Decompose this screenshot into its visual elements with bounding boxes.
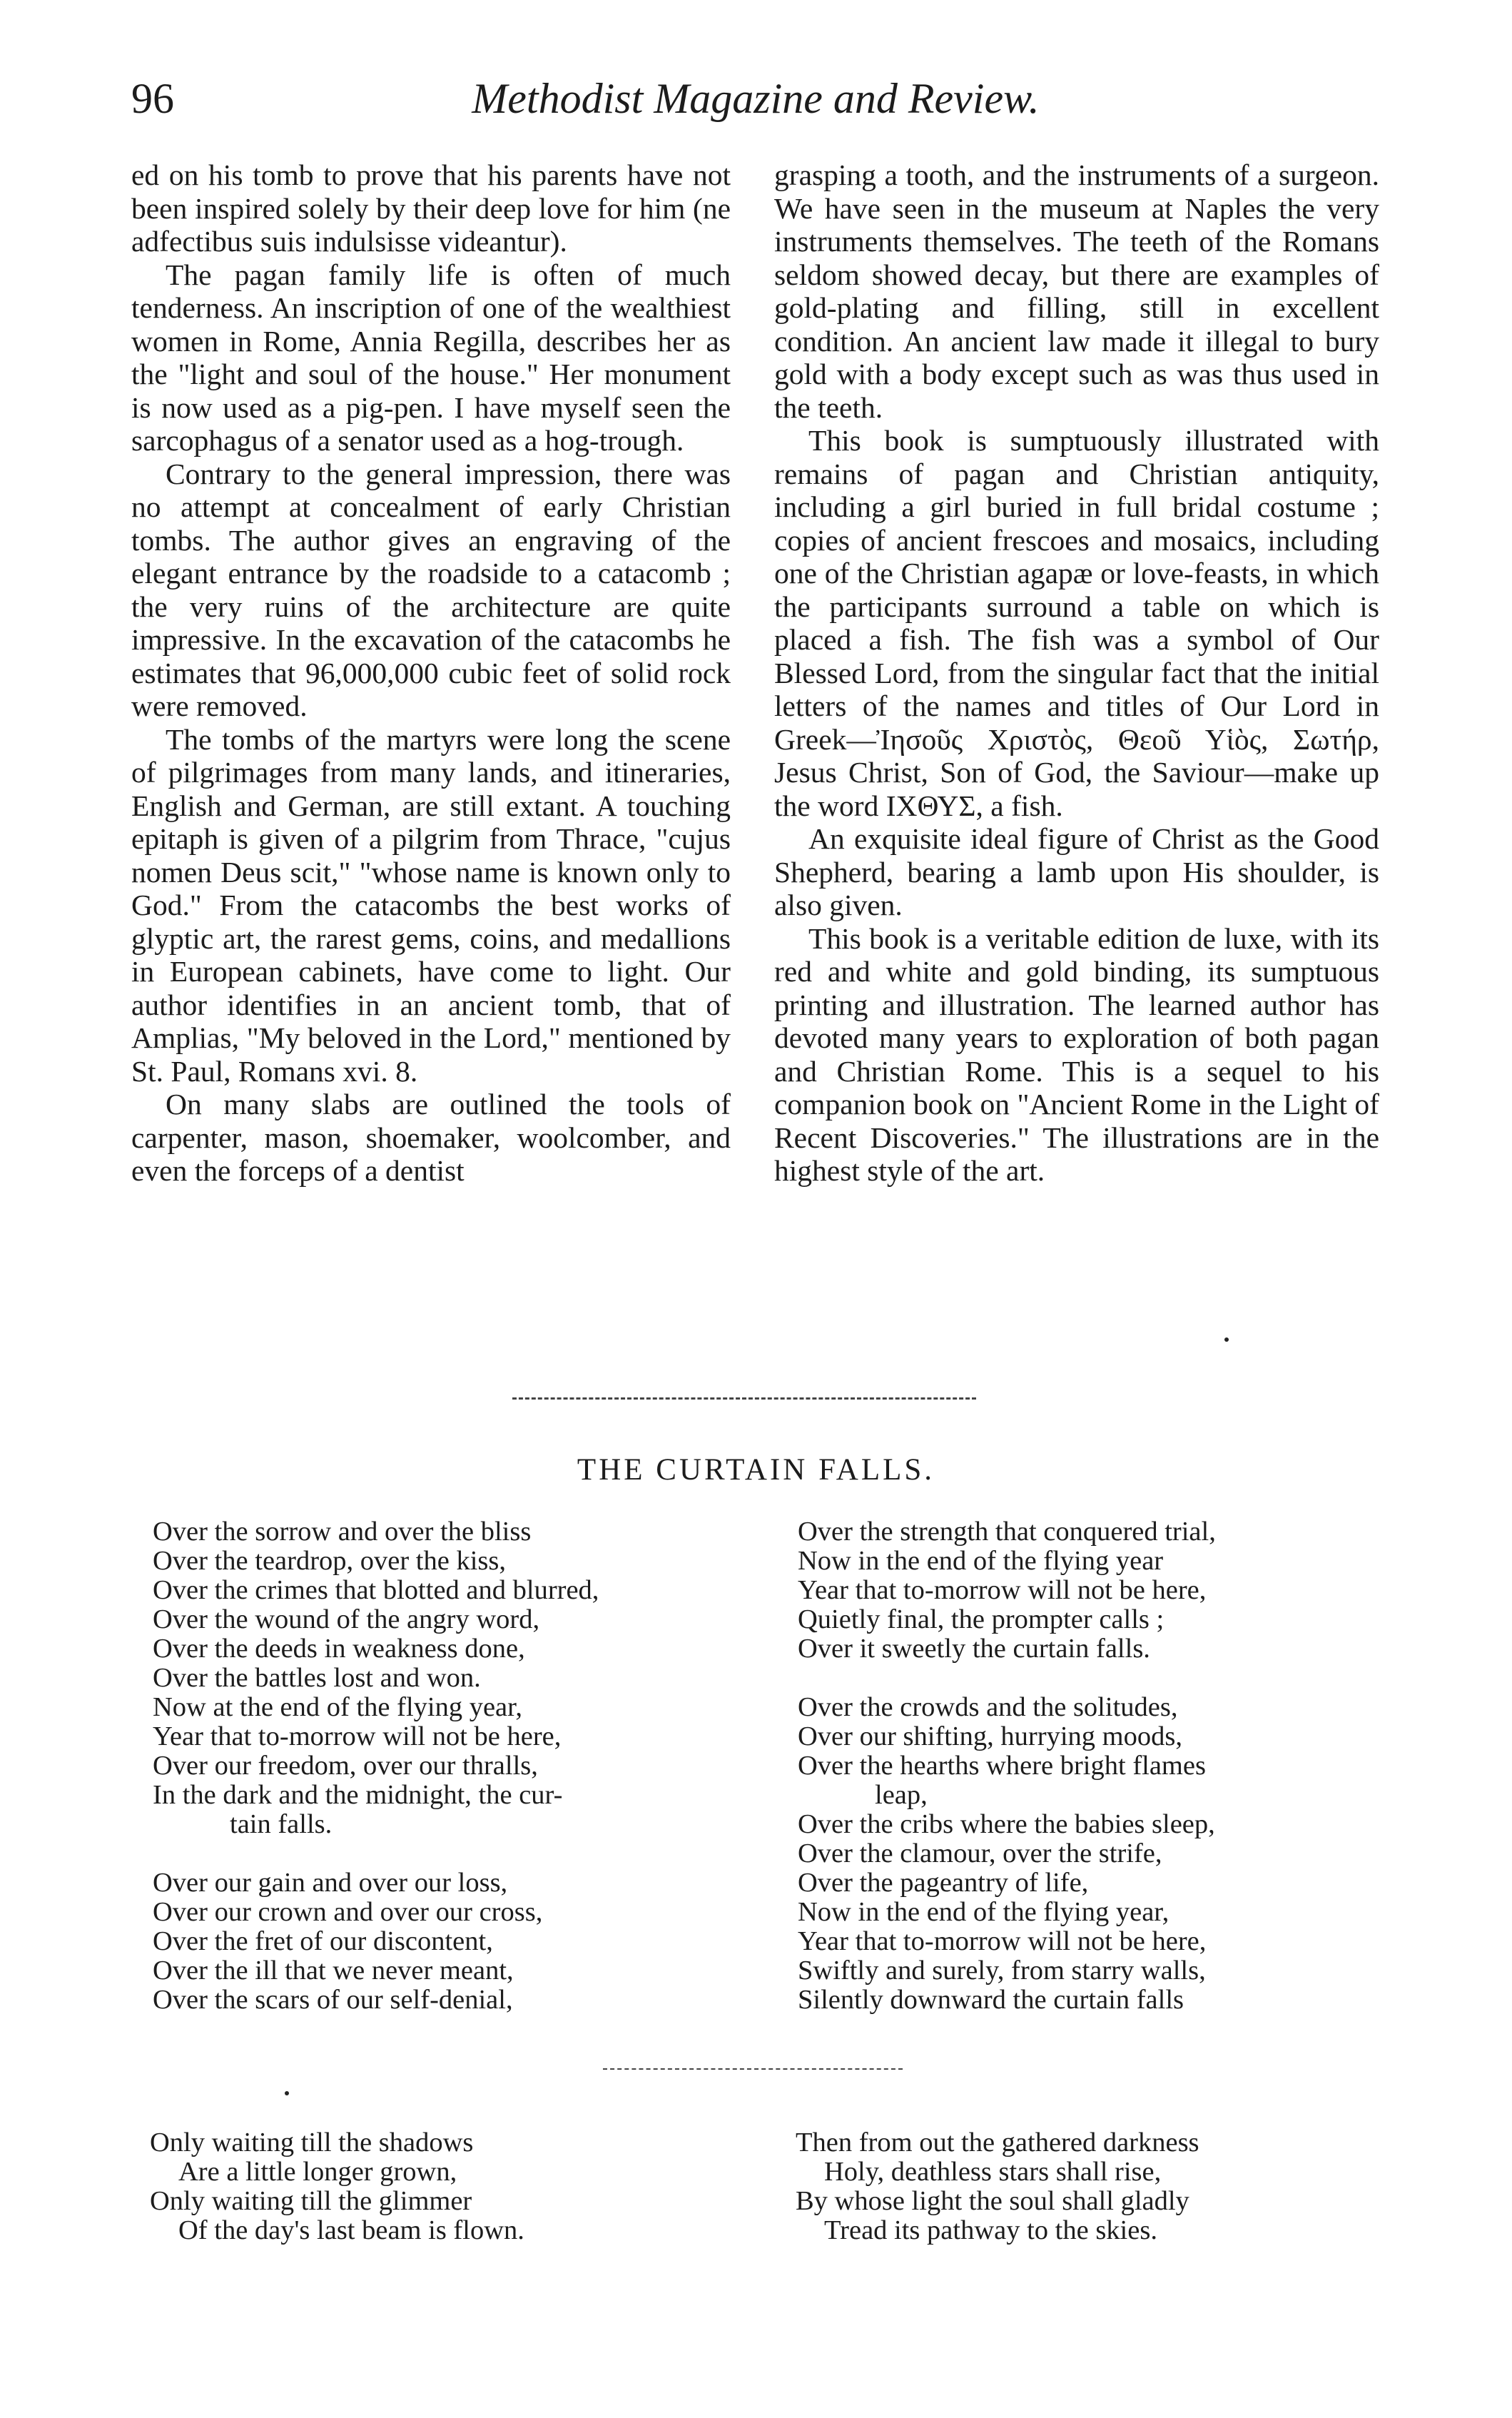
article-paragraph: This book is sumptuously illustrated with remains of pagan and Christian antiquity, including a girl buried in full bridal costume ; copies of ancient frescoes and mosaics, including one of the Christian agapæ or love-feasts, in which the participants surround a table on which is placed a fish. The fish was a symbol of Our Blessed Lord, from the singular fact that the initial letters of the names and titles of Our Lord in Greek—Ἰησοῦς Χριστὸς, Θεοῦ Υἱὸς, Σωτήρ, Jesus Christ, Son of God, the Saviour—make up the word ΙΧΘΥΣ, a fish.: [774, 424, 1379, 822]
page-number: 96: [131, 75, 174, 122]
poem-line: By whose light the soul shall gladly: [796, 2186, 1189, 2216]
poem-line: Tread its pathway to the skies.: [824, 2215, 1157, 2245]
poem-line: Over the crimes that blotted and blurred,: [153, 1575, 599, 1605]
poem-line: Over the teardrop, over the kiss,: [153, 1546, 506, 1576]
poem-line: Swiftly and surely, from starry walls,: [798, 1956, 1206, 1986]
poem-line: Only waiting till the glimmer: [150, 2186, 472, 2216]
poem-line: Over our crown and over our cross,: [153, 1897, 543, 1927]
poem-line: leap,: [875, 1780, 928, 1810]
poem-title: THE CURTAIN FALLS.: [577, 1453, 935, 1487]
poem-line: Over the wound of the angry word,: [153, 1604, 540, 1634]
poem-divider: [603, 2068, 903, 2070]
article-paragraph: This book is a veritable edition de luxe, with its red and white and gold binding, its sumptuous printing and illustration. The learned author has devoted many years to exploration of both pagan and Christian Rome. This is a sequel to his companion book on "Ancient Rome in the Light of Recent Discoveries." The illustrations are in the highest style of the art.: [774, 921, 1379, 1187]
poem-line: Now at the end of the flying year,: [153, 1692, 523, 1722]
poem-line: Year that to-morrow will not be here,: [798, 1575, 1207, 1605]
closing-poem-left: [150, 2128, 524, 2245]
article-paragraph: An exquisite ideal figure of Christ as the Good Shepherd, bearing a lamb upon His shoulder, is also given.: [774, 822, 1379, 921]
poem-line: Only waiting till the shadows: [150, 2128, 474, 2158]
stray-ink-dot: [1224, 1337, 1229, 1342]
running-head: [131, 70, 1380, 127]
poem-line: Of the day's last beam is flown.: [178, 2215, 524, 2245]
poem-right-column: [798, 1517, 1216, 2015]
poem-line: In the dark and the midnight, the cur-: [153, 1780, 563, 1810]
poem-line: Over the fret of our discontent,: [153, 1926, 493, 1956]
poem-line: Over the strength that conquered trial,: [798, 1517, 1216, 1547]
poem-line: Quietly final, the prompter calls ;: [798, 1604, 1165, 1634]
article-paragraph: The pagan family life is often of much tenderness. An inscription of one of the wealthiest women in Rome, Annia Regilla, describes her as the "light and soul of the house." Her monument is now used as a pig-pen. I have myself seen the sarcophagus of a senator used as a hog-trough.: [131, 258, 731, 457]
article-paragraph: On many slabs are outlined the tools of carpenter, mason, shoemaker, woolcomber, and even the forceps of a dentist: [131, 1088, 731, 1187]
poem-line: Over the cribs where the babies sleep,: [798, 1809, 1215, 1839]
poem-line: Holy, deathless stars shall rise,: [824, 2157, 1162, 2187]
stanza-gap: [153, 1839, 599, 1868]
poem-line: Over the pageantry of life,: [798, 1868, 1089, 1898]
poem-left-column: [153, 1517, 599, 2015]
poem-line: Silently downward the curtain falls: [798, 1985, 1184, 2015]
article-paragraph: The tombs of the martyrs were long the scene of pilgrimages from many lands, and itineraries, English and German, are still extant. A touching epitaph is given of a pilgrim from Thrace, "cujus nomen Deus scit," "whose name is known only to God." From the catacombs the best works of glyptic art, the rarest gems, coins, and medallions in European cabinets, have come to light. Our author identifies in an ancient tomb, that of Amplias, "My beloved in the Lord," mentioned by St. Paul, Romans xvi. 8.: [131, 722, 731, 1088]
section-divider: [512, 1397, 976, 1400]
stray-ink-dot: [285, 2091, 289, 2095]
poem-line: Over the clamour, over the strife,: [798, 1838, 1162, 1868]
poem-line: tain falls.: [230, 1809, 333, 1839]
poem-line: Over the crowds and the solitudes,: [798, 1692, 1178, 1722]
poem-line: Year that to-morrow will not be here,: [153, 1721, 562, 1751]
article-left-column: [131, 158, 731, 1188]
poem-line: Then from out the gathered darkness: [796, 2128, 1199, 2158]
article-paragraph: Contrary to the general impression, there was no attempt at concealment of early Christian tombs. The author gives an engraving of the elegant entrance by the roadside to a catacomb ; the very ruins of the architecture are quite impressive. In the excavation of the catacombs he estimates that 96,000,000 cubic feet of solid rock were removed.: [131, 457, 731, 722]
poem-line: Over our shifting, hurrying moods,: [798, 1721, 1182, 1751]
poem-line: Over our freedom, over our thralls,: [153, 1751, 538, 1781]
poem-line: Over the sorrow and over the bliss: [153, 1517, 532, 1547]
poem-line: Now in the end of the flying year: [798, 1546, 1164, 1576]
poem-line: Over the battles lost and won.: [153, 1663, 481, 1693]
stanza-gap: [798, 1664, 1216, 1693]
poem-line: Over the hearths where bright flames: [798, 1751, 1206, 1781]
poem-line: Over the scars of our self-denial,: [153, 1985, 513, 2015]
poem-line: Over the deeds in weakness done,: [153, 1634, 525, 1664]
article-paragraph: ed on his tomb to prove that his parents have not been inspired solely by their deep love for him (ne adfectibus suis indulsisse videantur).: [131, 158, 731, 258]
poem-line: Now in the end of the flying year,: [798, 1897, 1169, 1927]
poem-line: Year that to-morrow will not be here,: [798, 1926, 1207, 1956]
poem-line: Over the ill that we never meant,: [153, 1956, 514, 1986]
poem-line: Are a little longer grown,: [178, 2157, 457, 2187]
poem-line: Over it sweetly the curtain falls.: [798, 1634, 1150, 1664]
closing-poem-right: [796, 2128, 1199, 2245]
journal-title: Methodist Magazine and Review.: [472, 75, 1040, 122]
article-right-column: [774, 158, 1379, 1188]
article-paragraph: grasping a tooth, and the instruments of a surgeon. We have seen in the museum at Naples the very instruments themselves. The teeth of the Romans seldom showed decay, but there are examples of gold-plating and filling, still in excellent condition. An ancient law made it illegal to bury gold with a body except such as was thus used in the teeth.: [774, 158, 1379, 424]
poem-line: Over our gain and over our loss,: [153, 1868, 508, 1898]
